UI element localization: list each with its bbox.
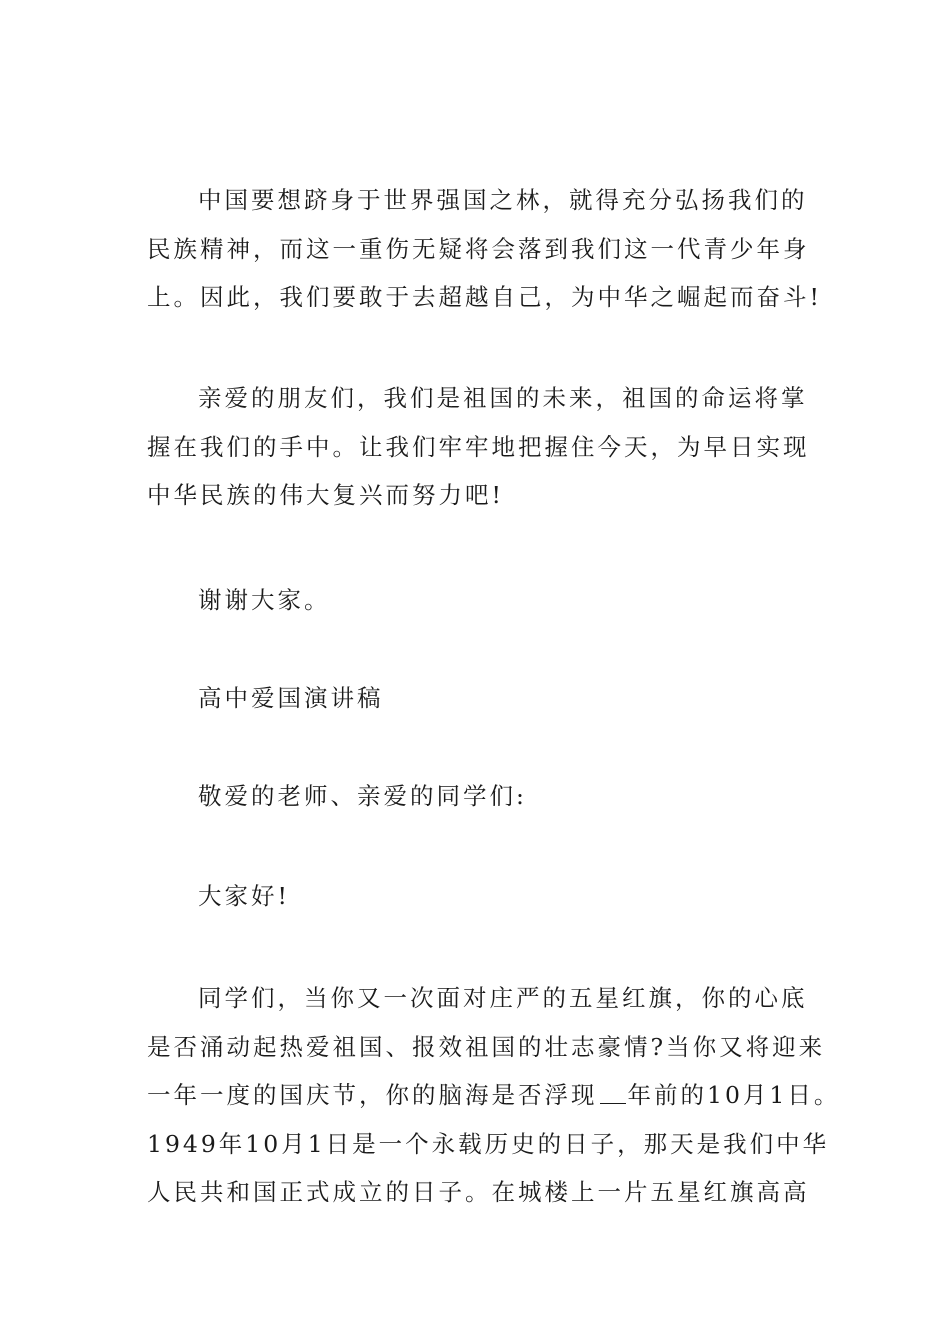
text-line: 是否涌动起热爱祖国、报效祖国的壮志豪情?当你又将迎来 <box>147 1032 826 1061</box>
text-line: 上。因此，我们要敢于去超越自己，为中华之崛起而奋斗! <box>147 283 822 311</box>
speech-title <box>147 674 812 723</box>
paragraph-1 <box>147 176 822 322</box>
paragraph-3 <box>147 974 841 1217</box>
fill-in-blank <box>600 1083 626 1104</box>
text-line: 敬爱的老师、亲爱的同学们: <box>198 782 527 810</box>
text-line: 人民共和国正式成立的日子。在城楼上一片五星红旗高高 <box>147 1178 810 1206</box>
text-line: 高中爱国演讲稿 <box>198 684 384 712</box>
text-segment: 一年一度的国庆节，你的脑海是否浮现 <box>147 1081 598 1109</box>
text-line: 亲爱的朋友们，我们是祖国的未来，祖国的命运将掌 <box>198 384 808 412</box>
text-line: 大家好! <box>198 882 290 910</box>
text-line: 握在我们的手中。让我们牢牢地把握住今天，为早日实现 <box>147 432 810 461</box>
greeting <box>147 872 812 921</box>
text-line: 1949年10月1日是一个永载历史的日子，那天是我们中华 <box>147 1129 830 1158</box>
paragraph-2 <box>147 374 812 520</box>
text-line: 同学们，当你又一次面对庄严的五星红旗，你的心底 <box>198 984 808 1012</box>
text-line-with-blank <box>147 1071 841 1120</box>
paragraph-thanks <box>147 576 812 625</box>
text-line: 谢谢大家。 <box>198 586 331 614</box>
text-line: 民族精神，而这一重伤无疑将会落到我们这一代青少年身 <box>147 234 810 263</box>
text-segment: 年前的10月1日。 <box>627 1081 841 1109</box>
text-line: 中华民族的伟大复兴而努力吧! <box>147 481 504 509</box>
text-line: 中国要想跻身于世界强国之林，就得充分弘扬我们的 <box>198 186 808 214</box>
salutation <box>147 772 812 821</box>
